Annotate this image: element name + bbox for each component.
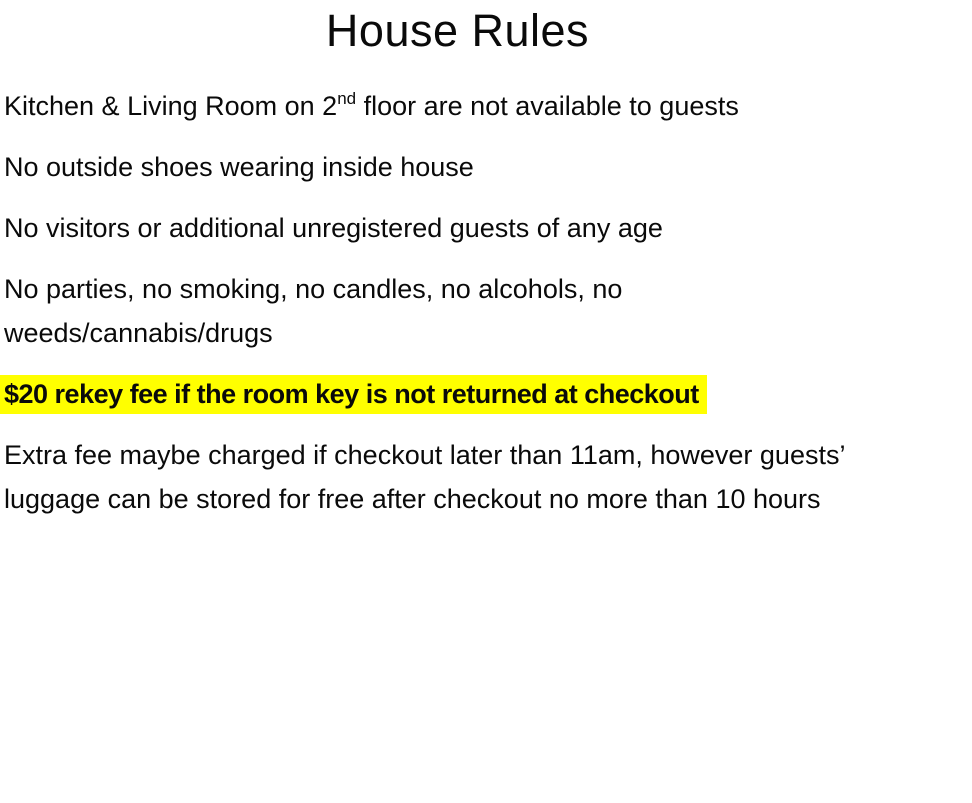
rule-late-checkout-line2: luggage can be stored for free after checkout no more than 10 hours (4, 484, 821, 514)
rule-floor-access-text-suffix: floor are not available to guests (356, 91, 739, 121)
page-title: House Rules (325, 5, 590, 56)
rule-no-visitors: No visitors or additional unregistered guests of any age (4, 213, 663, 243)
rule-late-checkout-line1: Extra fee maybe charged if checkout later than 11am, however guests’ (4, 440, 846, 470)
rule-prohibited-items (0, 267, 972, 355)
rule-no-outside-shoes: No outside shoes wearing inside house (4, 152, 474, 182)
rule-prohibited-items-line2: weeds/cannabis/drugs (4, 318, 273, 348)
rule-floor-access (0, 84, 972, 128)
rekey-fee-highlight: $20 rekey fee if the room key is not returned at checkout (0, 375, 707, 414)
rule-floor-access-text: Kitchen & Living Room on 2 (4, 91, 338, 121)
rule-prohibited-items-line1: No parties, no smoking, no candles, no alcohols, no (4, 274, 623, 304)
rule-rekey-fee (0, 372, 972, 416)
ordinal-superscript: nd (337, 89, 357, 108)
rule-late-checkout (0, 433, 972, 521)
house-rules-document (0, 2, 972, 803)
